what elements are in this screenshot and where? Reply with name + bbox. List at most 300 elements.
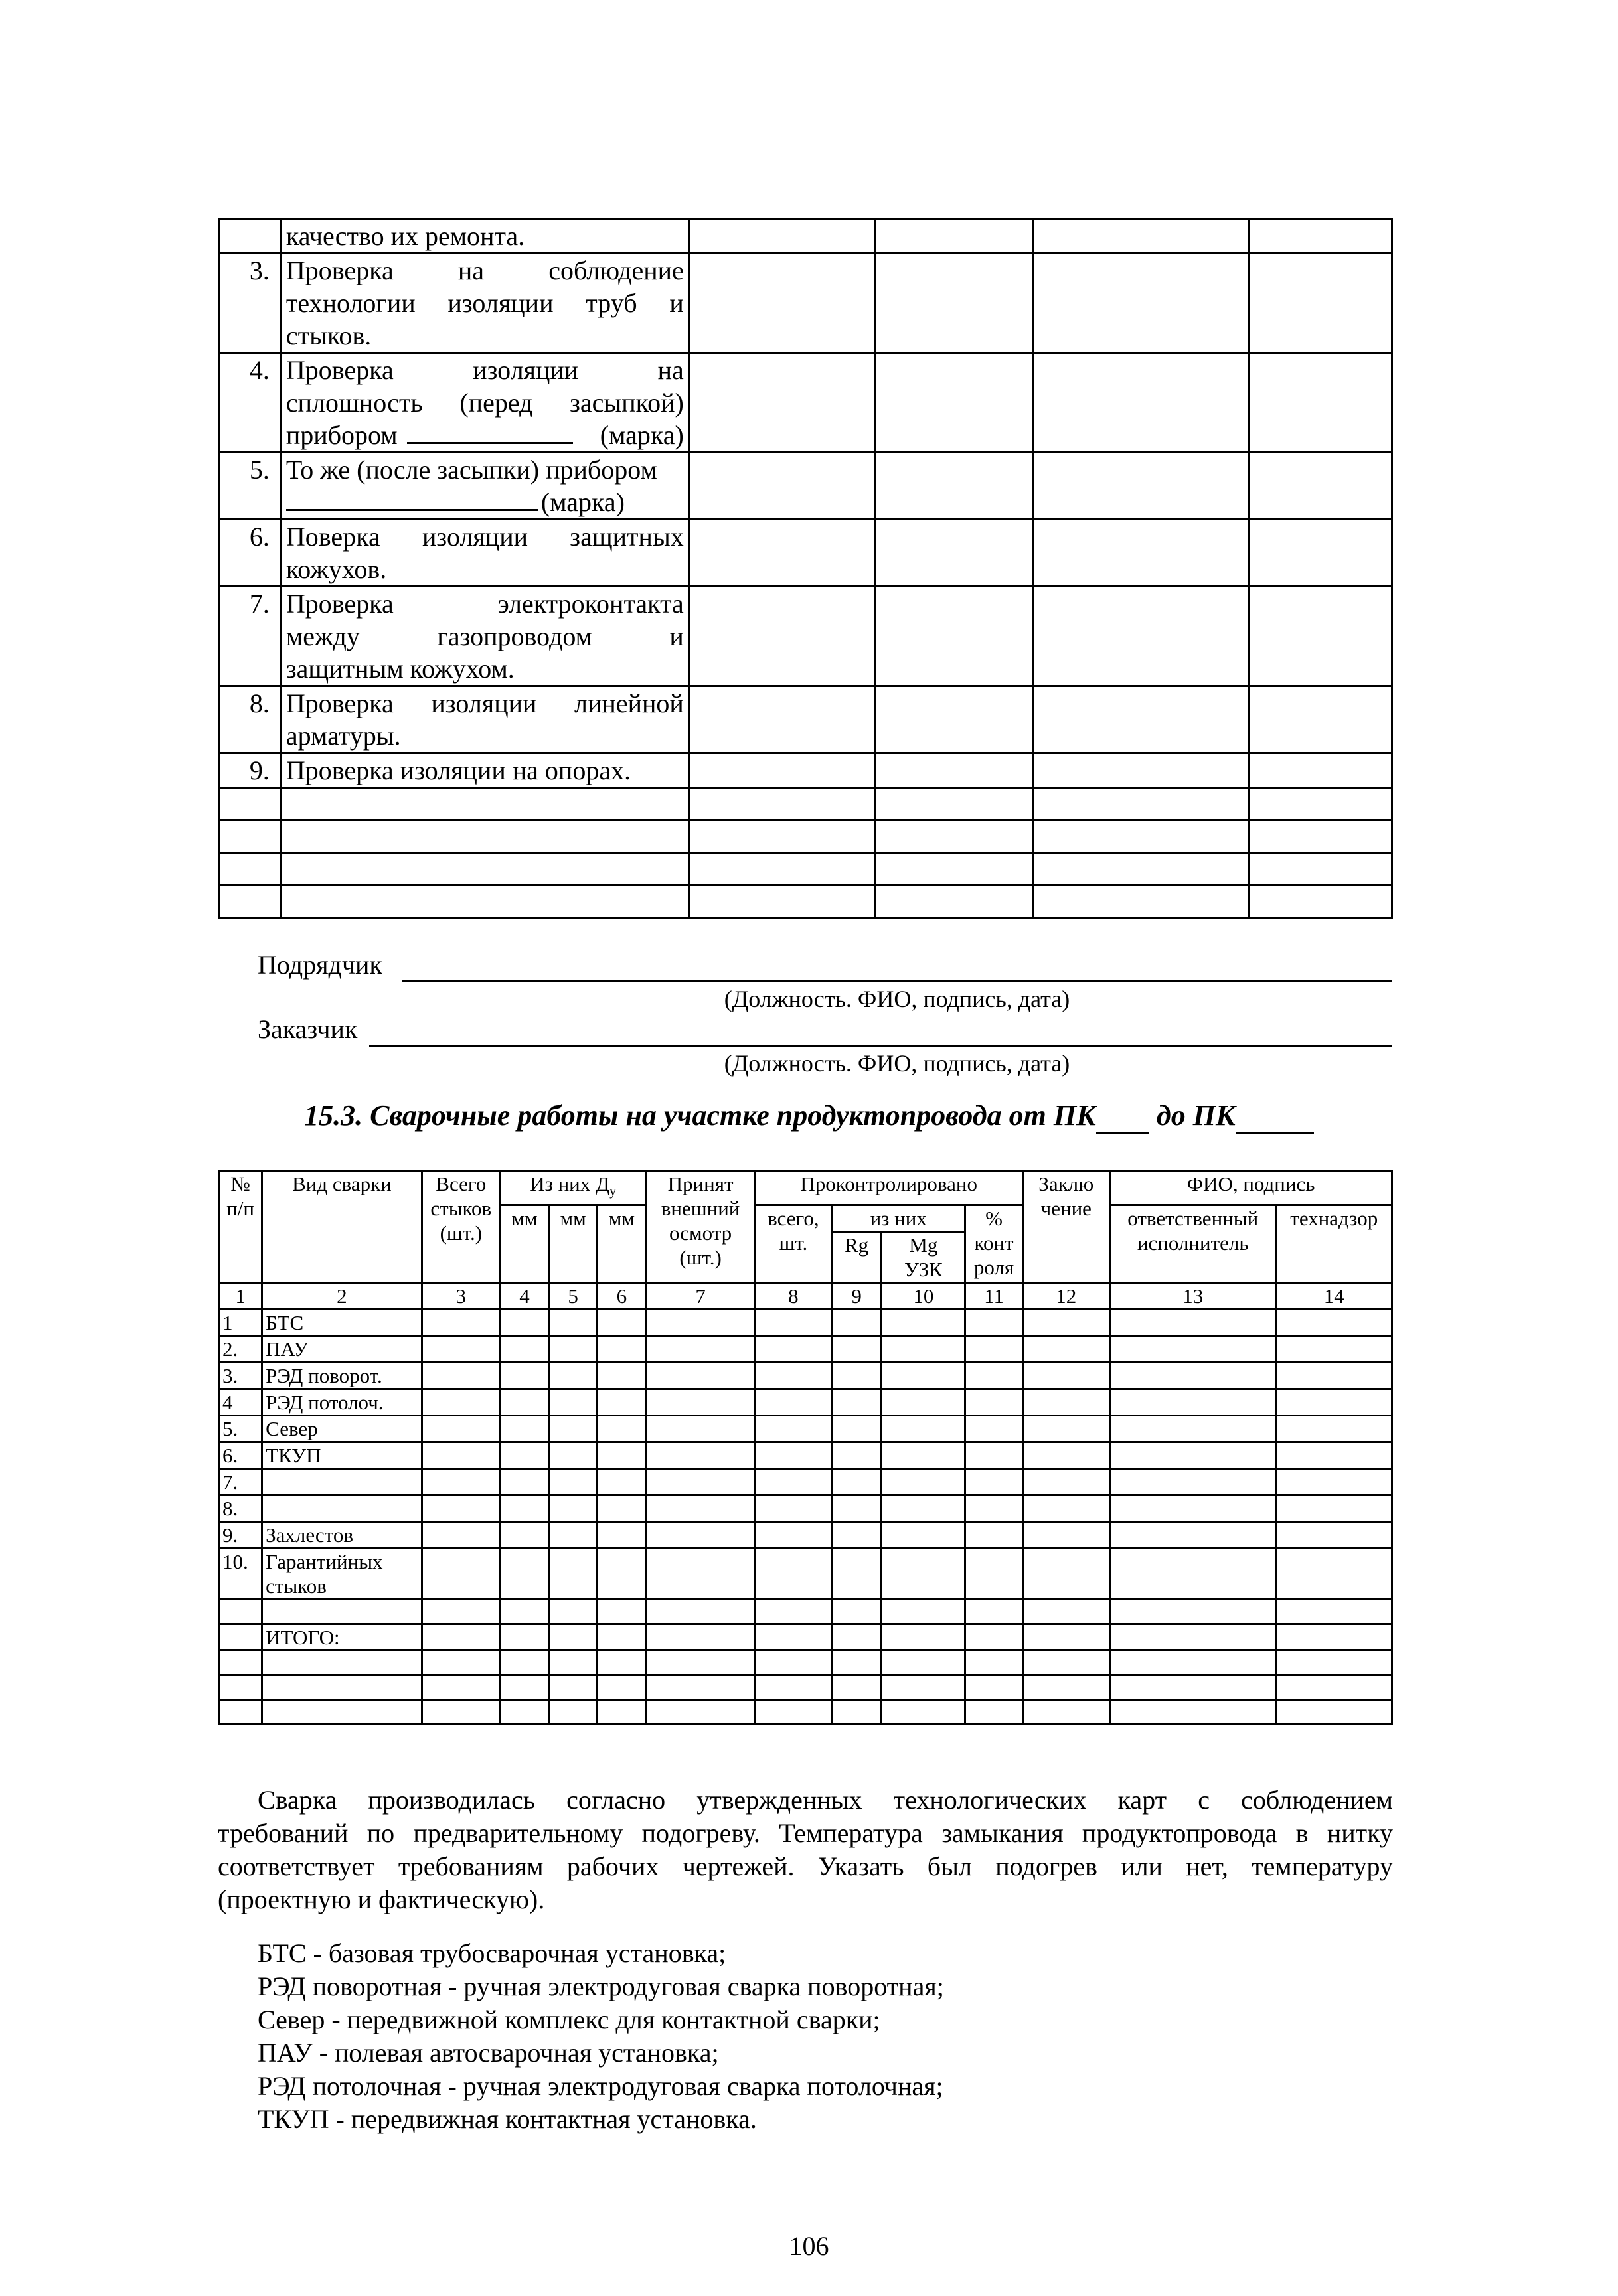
table-cell[interactable] bbox=[422, 1336, 500, 1363]
table-cell[interactable] bbox=[422, 1700, 500, 1724]
table-cell[interactable] bbox=[755, 1363, 831, 1389]
table-cell[interactable] bbox=[688, 254, 875, 353]
table-cell[interactable] bbox=[882, 1416, 965, 1442]
table-cell[interactable] bbox=[1033, 885, 1249, 918]
table-cell[interactable] bbox=[832, 1310, 882, 1336]
col-mm-3: мм bbox=[598, 1205, 646, 1283]
table-cell[interactable] bbox=[500, 1389, 548, 1416]
column-index: 1 bbox=[219, 1283, 262, 1310]
table-cell[interactable] bbox=[832, 1495, 882, 1522]
table-cell[interactable] bbox=[755, 1389, 831, 1416]
row-number: 4 bbox=[219, 1389, 262, 1416]
section-heading bbox=[0, 1099, 1618, 1134]
table-row bbox=[219, 453, 1392, 520]
table-cell[interactable] bbox=[1276, 1624, 1392, 1651]
table-cell[interactable] bbox=[549, 1442, 598, 1469]
col-num-header: № п/п bbox=[219, 1171, 262, 1283]
table-cell[interactable] bbox=[422, 1363, 500, 1389]
table-cell[interactable] bbox=[1033, 254, 1249, 353]
table-cell[interactable] bbox=[1022, 1389, 1109, 1416]
table-cell[interactable] bbox=[882, 1675, 965, 1700]
table-cell[interactable] bbox=[965, 1442, 1022, 1469]
table-cell[interactable] bbox=[1033, 219, 1249, 254]
table-cell[interactable] bbox=[646, 1495, 755, 1522]
table-cell[interactable] bbox=[1276, 1469, 1392, 1495]
table-cell[interactable] bbox=[965, 1389, 1022, 1416]
table-row bbox=[219, 788, 1392, 820]
table-cell[interactable] bbox=[1022, 1522, 1109, 1549]
table-cell[interactable] bbox=[549, 1600, 598, 1624]
table-cell[interactable] bbox=[598, 1600, 646, 1624]
table-row bbox=[219, 254, 1392, 353]
table-cell[interactable] bbox=[1276, 1600, 1392, 1624]
table-cell[interactable] bbox=[688, 587, 875, 686]
table-cell[interactable] bbox=[1276, 1522, 1392, 1549]
table-cell[interactable] bbox=[882, 1389, 965, 1416]
customer-signature-line[interactable] bbox=[369, 1045, 1392, 1047]
table-cell[interactable] bbox=[755, 1600, 831, 1624]
customer-label: Заказчик bbox=[258, 1014, 358, 1044]
table-cell[interactable] bbox=[1109, 1624, 1276, 1651]
table-cell[interactable] bbox=[646, 1600, 755, 1624]
table-cell[interactable] bbox=[1022, 1469, 1109, 1495]
table-cell[interactable] bbox=[422, 1624, 500, 1651]
table-cell[interactable] bbox=[965, 1522, 1022, 1549]
table-cell[interactable] bbox=[549, 1495, 598, 1522]
table-cell[interactable] bbox=[832, 1700, 882, 1724]
table-row bbox=[219, 820, 1392, 853]
table-cell[interactable] bbox=[646, 1675, 755, 1700]
table-cell[interactable] bbox=[1033, 686, 1249, 753]
table-cell[interactable] bbox=[1022, 1651, 1109, 1675]
table-cell[interactable] bbox=[1022, 1600, 1109, 1624]
table-cell[interactable] bbox=[1033, 520, 1249, 587]
column-index: 9 bbox=[832, 1283, 882, 1310]
table-row bbox=[219, 1310, 1392, 1336]
table-cell[interactable] bbox=[1033, 788, 1249, 820]
table-cell[interactable] bbox=[598, 1495, 646, 1522]
table-cell[interactable] bbox=[1109, 1389, 1276, 1416]
table-cell[interactable] bbox=[646, 1442, 755, 1469]
table-cell[interactable] bbox=[1276, 1416, 1392, 1442]
table-cell[interactable] bbox=[1022, 1363, 1109, 1389]
table-cell[interactable] bbox=[965, 1549, 1022, 1600]
table-cell[interactable] bbox=[549, 1675, 598, 1700]
table-cell[interactable] bbox=[876, 520, 1033, 587]
column-index: 5 bbox=[549, 1283, 598, 1310]
table-cell[interactable] bbox=[598, 1363, 646, 1389]
table-cell[interactable] bbox=[876, 788, 1033, 820]
row-number: 6. bbox=[219, 520, 282, 587]
column-index: 3 bbox=[422, 1283, 500, 1310]
table-cell[interactable] bbox=[1022, 1549, 1109, 1600]
col-mg-header: Mg УЗК bbox=[882, 1232, 965, 1283]
table-cell[interactable] bbox=[549, 1469, 598, 1495]
col-fio-header: ФИО, подпись bbox=[1109, 1171, 1392, 1205]
row-text bbox=[281, 788, 688, 820]
table-cell[interactable] bbox=[422, 1469, 500, 1495]
table-cell[interactable] bbox=[755, 1700, 831, 1724]
table-cell[interactable] bbox=[598, 1310, 646, 1336]
table-cell[interactable] bbox=[646, 1310, 755, 1336]
table-cell[interactable] bbox=[500, 1675, 548, 1700]
table-cell[interactable] bbox=[755, 1310, 831, 1336]
table-cell[interactable] bbox=[1109, 1651, 1276, 1675]
table-cell[interactable] bbox=[1249, 254, 1392, 353]
table-cell[interactable] bbox=[1109, 1675, 1276, 1700]
table-cell[interactable] bbox=[882, 1624, 965, 1651]
table-cell[interactable] bbox=[1033, 853, 1249, 885]
table-cell[interactable] bbox=[1033, 587, 1249, 686]
table-cell[interactable] bbox=[832, 1549, 882, 1600]
table-cell[interactable] bbox=[1033, 453, 1249, 520]
table-cell[interactable] bbox=[876, 753, 1033, 788]
table-cell[interactable] bbox=[755, 1336, 831, 1363]
table-cell[interactable] bbox=[598, 1624, 646, 1651]
table-cell[interactable] bbox=[646, 1336, 755, 1363]
table-cell[interactable] bbox=[1249, 820, 1392, 853]
table-cell[interactable] bbox=[1276, 1549, 1392, 1600]
table-cell[interactable] bbox=[1276, 1700, 1392, 1724]
table-cell[interactable] bbox=[422, 1549, 500, 1600]
table-cell[interactable] bbox=[1109, 1549, 1276, 1600]
col-mm-2: мм bbox=[549, 1205, 598, 1283]
table-cell[interactable] bbox=[1109, 1700, 1276, 1724]
table-row bbox=[219, 1651, 1392, 1675]
table-cell[interactable] bbox=[598, 1700, 646, 1724]
table-cell[interactable] bbox=[422, 1389, 500, 1416]
table-cell[interactable] bbox=[500, 1522, 548, 1549]
table-cell[interactable] bbox=[882, 1442, 965, 1469]
table-cell[interactable] bbox=[1276, 1495, 1392, 1522]
table-cell[interactable] bbox=[755, 1495, 831, 1522]
table-cell[interactable] bbox=[965, 1600, 1022, 1624]
table-row bbox=[219, 753, 1392, 788]
table-cell[interactable] bbox=[882, 1522, 965, 1549]
col-tech-header: технадзор bbox=[1276, 1205, 1392, 1283]
table-cell[interactable] bbox=[688, 788, 875, 820]
row-text-line: Проверка изоляции линейной bbox=[285, 688, 684, 718]
table-row bbox=[219, 520, 1392, 587]
table-cell[interactable] bbox=[688, 885, 875, 918]
row-number: 4. bbox=[219, 353, 282, 453]
col-total-header: Всего стыков (шт.) bbox=[422, 1171, 500, 1283]
table-cell[interactable] bbox=[500, 1416, 548, 1442]
table-cell[interactable] bbox=[832, 1363, 882, 1389]
table-cell[interactable] bbox=[1022, 1416, 1109, 1442]
note-line-1: Сварка производилась согласно утвержденных технологических карт с соблюдением bbox=[258, 1785, 1393, 1815]
definition-item: РЭД потолочная - ручная электродуговая сварка потолочная; bbox=[258, 2071, 943, 2101]
table-cell[interactable] bbox=[1022, 1700, 1109, 1724]
table-cell[interactable] bbox=[832, 1675, 882, 1700]
row-text-line: качество их ремонта. bbox=[285, 221, 525, 251]
table-cell[interactable] bbox=[755, 1624, 831, 1651]
table-cell[interactable] bbox=[598, 1522, 646, 1549]
table-cell[interactable] bbox=[549, 1624, 598, 1651]
row-text bbox=[281, 353, 688, 453]
table-cell[interactable] bbox=[832, 1389, 882, 1416]
table-cell[interactable] bbox=[832, 1651, 882, 1675]
table-cell[interactable] bbox=[500, 1495, 548, 1522]
table-cell[interactable] bbox=[549, 1416, 598, 1442]
table-cell[interactable] bbox=[965, 1624, 1022, 1651]
table-cell[interactable] bbox=[688, 453, 875, 520]
table-cell[interactable] bbox=[598, 1416, 646, 1442]
table-cell[interactable] bbox=[1276, 1651, 1392, 1675]
weld-type bbox=[262, 1675, 422, 1700]
table-cell[interactable] bbox=[1249, 853, 1392, 885]
table-cell[interactable] bbox=[549, 1651, 598, 1675]
table-cell[interactable] bbox=[646, 1363, 755, 1389]
table-cell[interactable] bbox=[422, 1675, 500, 1700]
col-resp-header: ответственный исполнитель bbox=[1109, 1205, 1276, 1283]
table-cell[interactable] bbox=[832, 1442, 882, 1469]
table-cell[interactable] bbox=[755, 1651, 831, 1675]
table-cell[interactable] bbox=[1109, 1600, 1276, 1624]
table-cell[interactable] bbox=[965, 1651, 1022, 1675]
row-text bbox=[281, 820, 688, 853]
table-cell[interactable] bbox=[1022, 1495, 1109, 1522]
table-cell[interactable] bbox=[832, 1600, 882, 1624]
table-cell[interactable] bbox=[422, 1651, 500, 1675]
table-cell[interactable] bbox=[882, 1495, 965, 1522]
table-cell[interactable] bbox=[646, 1624, 755, 1651]
table-cell[interactable] bbox=[688, 853, 875, 885]
table-cell[interactable] bbox=[1249, 520, 1392, 587]
table-cell[interactable] bbox=[882, 1651, 965, 1675]
table-cell[interactable] bbox=[755, 1549, 831, 1600]
definition-item: ПАУ - полевая автосварочная установка; bbox=[258, 2038, 719, 2068]
row-text-line: Проверка изоляции на опорах. bbox=[285, 755, 631, 785]
table-cell[interactable] bbox=[549, 1389, 598, 1416]
table-cell[interactable] bbox=[882, 1310, 965, 1336]
device-blank[interactable] bbox=[286, 509, 538, 511]
table-cell[interactable] bbox=[965, 1363, 1022, 1389]
table-cell[interactable] bbox=[882, 1600, 965, 1624]
table-cell[interactable] bbox=[876, 853, 1033, 885]
table-cell[interactable] bbox=[688, 820, 875, 853]
table-cell[interactable] bbox=[832, 1336, 882, 1363]
row-number: 1 bbox=[219, 1310, 262, 1336]
note-line-3: соответствует требованиям рабочих чертежей. Указать был подогрев или нет, температуру bbox=[218, 1851, 1393, 1881]
weld-type: БТС bbox=[262, 1310, 422, 1336]
table-cell[interactable] bbox=[882, 1549, 965, 1600]
table-cell[interactable] bbox=[549, 1549, 598, 1600]
table-cell[interactable] bbox=[882, 1469, 965, 1495]
table-cell[interactable] bbox=[965, 1416, 1022, 1442]
table-cell[interactable] bbox=[1249, 753, 1392, 788]
table-cell[interactable] bbox=[1249, 219, 1392, 254]
table-cell[interactable] bbox=[500, 1651, 548, 1675]
table-cell[interactable] bbox=[1022, 1624, 1109, 1651]
table-cell[interactable] bbox=[598, 1389, 646, 1416]
table-cell[interactable] bbox=[500, 1549, 548, 1600]
row-text bbox=[281, 853, 688, 885]
weld-type bbox=[262, 1700, 422, 1724]
table-cell[interactable] bbox=[1276, 1442, 1392, 1469]
table-cell[interactable] bbox=[1109, 1522, 1276, 1549]
table-row bbox=[219, 353, 1392, 453]
table-cell[interactable] bbox=[1109, 1469, 1276, 1495]
table-cell[interactable] bbox=[1276, 1310, 1392, 1336]
table-cell[interactable] bbox=[646, 1389, 755, 1416]
table-cell[interactable] bbox=[876, 820, 1033, 853]
table-cell[interactable] bbox=[500, 1469, 548, 1495]
table-row bbox=[219, 1442, 1392, 1469]
table-cell[interactable] bbox=[876, 254, 1033, 353]
table-cell[interactable] bbox=[422, 1600, 500, 1624]
table-cell[interactable] bbox=[832, 1624, 882, 1651]
table-cell[interactable] bbox=[598, 1442, 646, 1469]
table-cell[interactable] bbox=[832, 1416, 882, 1442]
table-cell[interactable] bbox=[1022, 1675, 1109, 1700]
table-cell[interactable] bbox=[755, 1675, 831, 1700]
row-text-line: Проверка электроконтакта bbox=[285, 589, 684, 619]
table-cell[interactable] bbox=[882, 1363, 965, 1389]
table-cell[interactable] bbox=[688, 686, 875, 753]
table-row bbox=[219, 1522, 1392, 1549]
table-cell[interactable] bbox=[1109, 1336, 1276, 1363]
table-cell[interactable] bbox=[965, 1310, 1022, 1336]
table-cell[interactable] bbox=[832, 1469, 882, 1495]
table-cell[interactable] bbox=[549, 1310, 598, 1336]
table-cell[interactable] bbox=[1109, 1495, 1276, 1522]
table-cell[interactable] bbox=[882, 1700, 965, 1724]
row-text bbox=[281, 885, 688, 918]
table-row bbox=[219, 219, 1392, 254]
table-cell[interactable] bbox=[876, 219, 1033, 254]
table-cell[interactable] bbox=[965, 1336, 1022, 1363]
table-cell[interactable] bbox=[876, 453, 1033, 520]
table-cell[interactable] bbox=[965, 1700, 1022, 1724]
table-cell[interactable] bbox=[1033, 353, 1249, 453]
table-cell[interactable] bbox=[646, 1416, 755, 1442]
table-cell[interactable] bbox=[1022, 1442, 1109, 1469]
table-cell[interactable] bbox=[1276, 1389, 1392, 1416]
table-cell[interactable] bbox=[549, 1363, 598, 1389]
pk-to-blank[interactable] bbox=[1236, 1099, 1314, 1134]
pk-from-blank[interactable] bbox=[1096, 1099, 1149, 1134]
table-cell[interactable] bbox=[965, 1495, 1022, 1522]
table-cell[interactable] bbox=[755, 1416, 831, 1442]
contractor-signature-line[interactable] bbox=[402, 980, 1392, 982]
col-rg-header: Rg bbox=[832, 1232, 882, 1283]
row-number: 3. bbox=[219, 1363, 262, 1389]
table-cell[interactable] bbox=[549, 1336, 598, 1363]
table-cell[interactable] bbox=[646, 1522, 755, 1549]
table-cell[interactable] bbox=[1249, 686, 1392, 753]
table-cell[interactable] bbox=[876, 686, 1033, 753]
table-cell[interactable] bbox=[598, 1651, 646, 1675]
table-cell[interactable] bbox=[1033, 820, 1249, 853]
table-cell[interactable] bbox=[965, 1469, 1022, 1495]
table-cell[interactable] bbox=[422, 1416, 500, 1442]
col-of-them-header: из них bbox=[832, 1205, 965, 1232]
table-cell[interactable] bbox=[500, 1363, 548, 1389]
table-cell[interactable] bbox=[422, 1442, 500, 1469]
table-cell[interactable] bbox=[549, 1700, 598, 1724]
row-text bbox=[281, 686, 688, 753]
table-cell[interactable] bbox=[500, 1600, 548, 1624]
table-cell[interactable] bbox=[755, 1469, 831, 1495]
device-blank[interactable] bbox=[407, 442, 573, 444]
table-cell[interactable] bbox=[549, 1522, 598, 1549]
table-cell[interactable] bbox=[500, 1310, 548, 1336]
table-cell[interactable] bbox=[688, 219, 875, 254]
table-cell[interactable] bbox=[876, 353, 1033, 453]
table-cell[interactable] bbox=[1276, 1336, 1392, 1363]
row-number: 7. bbox=[219, 587, 282, 686]
table-cell[interactable] bbox=[1109, 1310, 1276, 1336]
table-cell[interactable] bbox=[598, 1549, 646, 1600]
weld-type: РЭД поворот. bbox=[262, 1363, 422, 1389]
col-conclusion-header: Заклю чение bbox=[1022, 1171, 1109, 1283]
table-cell[interactable] bbox=[1249, 353, 1392, 453]
table-cell[interactable] bbox=[646, 1651, 755, 1675]
row-number: 6. bbox=[219, 1442, 262, 1469]
table-row bbox=[219, 853, 1392, 885]
row-number bbox=[219, 853, 282, 885]
table-cell[interactable] bbox=[688, 353, 875, 453]
table-cell[interactable] bbox=[1022, 1336, 1109, 1363]
table-cell[interactable] bbox=[500, 1700, 548, 1724]
table-cell[interactable] bbox=[688, 753, 875, 788]
table-cell[interactable] bbox=[646, 1549, 755, 1600]
table-cell[interactable] bbox=[1109, 1442, 1276, 1469]
table-cell[interactable] bbox=[755, 1522, 831, 1549]
row-number: 8. bbox=[219, 1495, 262, 1522]
table-cell[interactable] bbox=[500, 1442, 548, 1469]
table-cell[interactable] bbox=[1109, 1416, 1276, 1442]
weld-type bbox=[262, 1495, 422, 1522]
table-cell[interactable] bbox=[1022, 1310, 1109, 1336]
table-cell[interactable] bbox=[500, 1336, 548, 1363]
table-cell[interactable] bbox=[598, 1675, 646, 1700]
table-cell[interactable] bbox=[1109, 1363, 1276, 1389]
table-cell[interactable] bbox=[832, 1522, 882, 1549]
page-number: 106 bbox=[789, 2231, 829, 2261]
table-row bbox=[219, 1549, 1392, 1600]
table-cell[interactable] bbox=[646, 1700, 755, 1724]
table-cell[interactable] bbox=[1249, 885, 1392, 918]
table-cell[interactable] bbox=[688, 520, 875, 587]
table-cell[interactable] bbox=[1249, 587, 1392, 686]
column-index: 8 bbox=[755, 1283, 831, 1310]
table-cell[interactable] bbox=[1249, 788, 1392, 820]
table-cell[interactable] bbox=[1033, 753, 1249, 788]
table-cell[interactable] bbox=[598, 1469, 646, 1495]
table-cell[interactable] bbox=[500, 1624, 548, 1651]
table-cell[interactable] bbox=[876, 587, 1033, 686]
table-cell[interactable] bbox=[882, 1336, 965, 1363]
table-cell[interactable] bbox=[422, 1495, 500, 1522]
table-cell[interactable] bbox=[1276, 1675, 1392, 1700]
weld-type: Захлестов bbox=[262, 1522, 422, 1549]
row-text-line: (марка) bbox=[286, 486, 684, 518]
table-cell[interactable] bbox=[598, 1336, 646, 1363]
welding-table bbox=[218, 1170, 1393, 1725]
table-cell[interactable] bbox=[422, 1522, 500, 1549]
table-cell[interactable] bbox=[755, 1442, 831, 1469]
table-cell[interactable] bbox=[1249, 453, 1392, 520]
row-text bbox=[281, 453, 688, 520]
row-number: 10. bbox=[219, 1549, 262, 1600]
table-cell[interactable] bbox=[422, 1310, 500, 1336]
table-cell[interactable] bbox=[876, 885, 1033, 918]
table-cell[interactable] bbox=[646, 1469, 755, 1495]
table-cell[interactable] bbox=[1276, 1363, 1392, 1389]
table-cell[interactable] bbox=[965, 1675, 1022, 1700]
